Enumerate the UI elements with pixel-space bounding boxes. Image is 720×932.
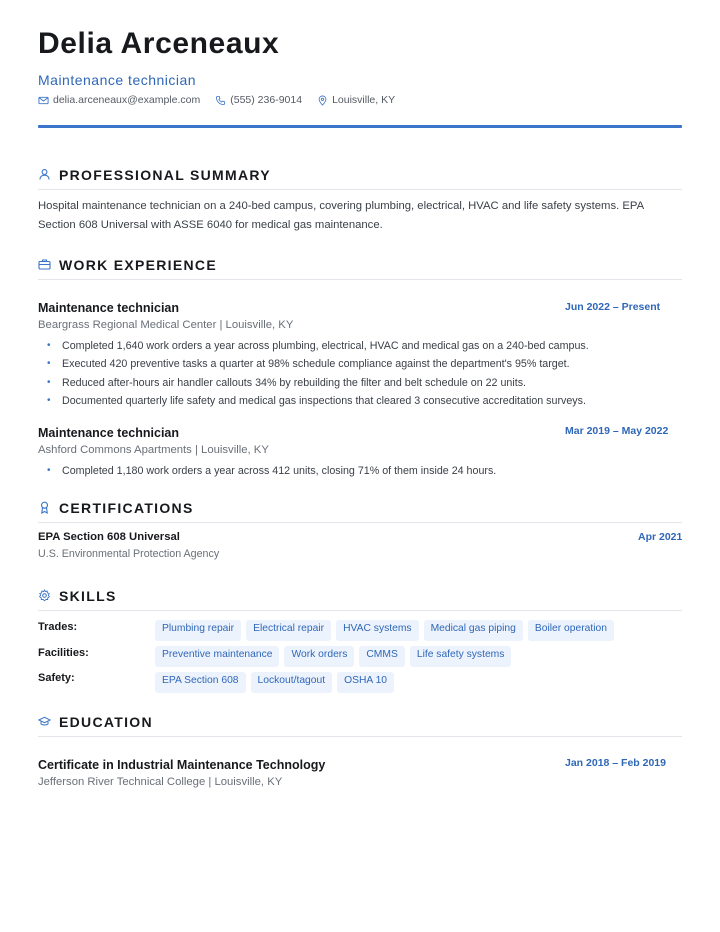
job-bullets — [38, 462, 678, 480]
skill-tag: Work orders — [284, 646, 354, 667]
candidate-name: Delia Arceneaux — [38, 27, 280, 60]
certification-name: EPA Section 608 Universal — [38, 531, 180, 543]
job-bullets — [38, 337, 678, 410]
skill-tag: CMMS — [359, 646, 404, 667]
education-school: Jefferson River Technical College | Louisville, KY — [38, 776, 283, 788]
skill-tags-safety — [155, 672, 399, 693]
skill-tag: Medical gas piping — [424, 620, 523, 641]
section-header-experience — [38, 257, 682, 280]
briefcase-icon — [38, 258, 51, 271]
contact-location-text: Louisville, KY — [332, 94, 396, 106]
list-item — [38, 374, 678, 392]
bullet-dot: • — [47, 340, 51, 351]
phone-icon — [215, 95, 226, 106]
section-header-education — [38, 714, 682, 737]
skill-group-label: Trades: — [38, 621, 78, 633]
job-title: Maintenance technician — [38, 426, 180, 440]
contact-phone[interactable] — [215, 94, 302, 106]
bullet-dot: • — [47, 394, 51, 406]
skill-group-label: Facilities: — [38, 647, 89, 659]
bullet-text: Completed 1,640 work orders a year across plumbing, electrical, HVAC and medical gas on a 240-bed campus. — [62, 340, 589, 352]
bullet-text: Reduced after-hours air handler callouts 34% by rebuilding the filter and belt schedule on 22 units. — [62, 376, 527, 389]
list-item — [38, 355, 678, 373]
job-title: Maintenance technician — [38, 301, 180, 315]
list-item — [38, 337, 678, 355]
bullet-dot: • — [47, 358, 51, 370]
skill-tags-trades — [155, 620, 619, 641]
section-title-experience: WORK EXPERIENCE — [59, 257, 217, 273]
graduation-cap-icon — [38, 715, 51, 728]
section-title-skills: SKILLS — [59, 588, 117, 604]
skill-tag: HVAC systems — [336, 620, 418, 641]
certification-date: Apr 2021 — [638, 531, 683, 543]
contact-location — [317, 94, 395, 106]
section-header-skills — [38, 588, 682, 611]
certification-issuer: U.S. Environmental Protection Agency — [38, 548, 220, 560]
section-title-certifications: CERTIFICATIONS — [59, 500, 194, 516]
header-divider — [38, 125, 682, 128]
skill-tag: Preventive maintenance — [155, 646, 279, 667]
list-item — [38, 392, 678, 410]
bullet-dot: • — [47, 465, 51, 476]
bullet-text: Executed 420 preventive tasks a quarter at 98% schedule compliance against the department's 95% target. — [62, 358, 570, 371]
location-pin-icon — [317, 95, 328, 106]
bullet-text: Documented quarterly life safety and medical gas inspections that cleared 3 consecutive accreditation surveys. — [62, 394, 586, 407]
contact-email[interactable] — [38, 94, 200, 106]
skill-tag: Life safety systems — [410, 646, 512, 667]
person-icon — [38, 168, 51, 181]
candidate-role: Maintenance technician — [38, 72, 197, 88]
job-dates: Mar 2019 – May 2022 — [565, 425, 669, 437]
job-organization: Beargrass Regional Medical Center | Louisville, KY — [38, 319, 294, 331]
bullet-text: Completed 1,180 work orders a year across 412 units, closing 71% of them inside 24 hours. — [62, 465, 497, 477]
job-dates: Jun 2022 – Present — [565, 301, 661, 313]
education-dates: Jan 2018 – Feb 2019 — [565, 757, 666, 769]
skill-tag: EPA Section 608 — [155, 672, 246, 693]
job-organization: Ashford Commons Apartments | Louisville, KY — [38, 444, 269, 456]
skill-tag: Lockout/tagout — [251, 672, 333, 693]
section-header-certifications — [38, 500, 682, 523]
contact-phone-text: (555) 236-9014 — [230, 94, 303, 106]
contact-row — [38, 94, 410, 106]
section-title-summary: PROFESSIONAL SUMMARY — [59, 167, 271, 183]
section-header-summary — [38, 167, 682, 190]
skill-tags-facilities — [155, 646, 516, 667]
skill-tag: Plumbing repair — [155, 620, 241, 641]
education-degree: Certificate in Industrial Maintenance Technology — [38, 758, 326, 772]
skill-tag: OSHA 10 — [337, 672, 394, 693]
mail-icon — [38, 95, 49, 106]
summary-text: Hospital maintenance technician on a 240-bed campus, covering plumbing, electrical, HVAC and life safety systems. EPA Section 608 Universal with ASSE 6040 for medical gas maintenance. — [38, 200, 644, 231]
skill-tag: Boiler operation — [528, 620, 614, 641]
list-item — [38, 462, 678, 480]
skill-group-label: Safety: — [38, 672, 75, 684]
contact-email-text: delia.arceneaux@example.com — [53, 94, 201, 106]
bullet-dot: • — [47, 376, 51, 388]
gear-icon — [38, 589, 51, 602]
section-title-education: EDUCATION — [59, 714, 153, 730]
skill-tag: Electrical repair — [246, 620, 331, 641]
award-ribbon-icon — [38, 501, 51, 514]
